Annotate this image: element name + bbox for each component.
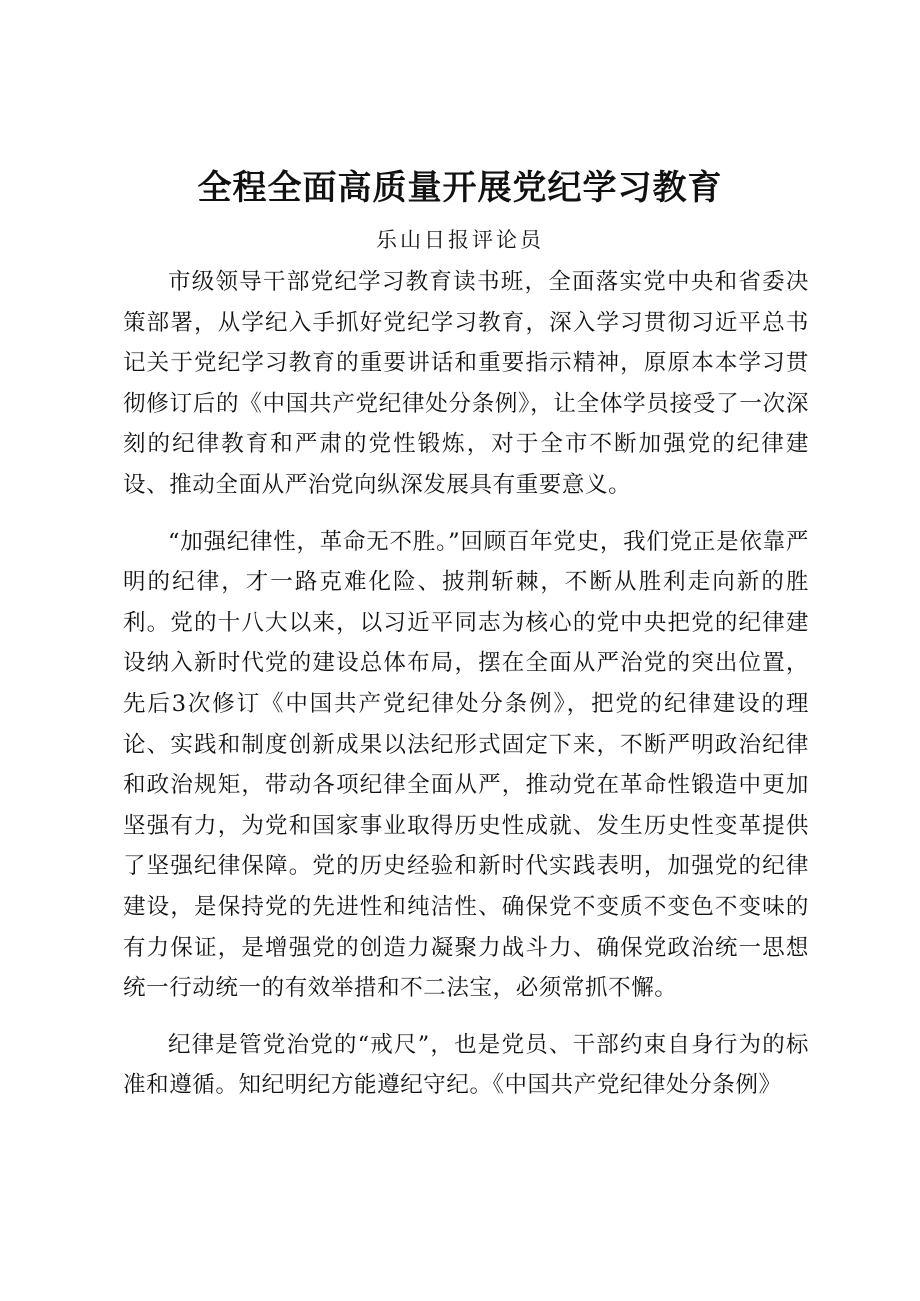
document-body [123,262,809,1122]
document-title: 全程全面高质量开展党纪学习教育 [197,168,723,208]
body-paragraph-3: 纪律是管党治党的“戒尺”，也是党员、干部约束自身行为的标准和遵循。知纪明纪方能遵纪守纪。《中国共产党纪律处分条例》 [123,1031,809,1099]
document-author: 乐山日报评论员 [376,228,544,252]
body-paragraph-1: 市级领导干部党纪学习教育读书班，全面落实党中央和省委决策部署，从学纪入手抓好党纪学习教育，深入学习贯彻习近平总书记关于党纪学习教育的重要讲话和重要指示精神，原原本本学习贯彻修订后的《中国共产党纪律处分条例》，让全体学员接受了一次深刻的纪律教育和严肃的党性锻炼，对于全市不断加强党的纪律建设、推动全面从严治党向纵深发展具有重要意义。 [123,269,809,498]
body-paragraph-2: “加强纪律性，革命无不胜。”回顾百年党史，我们党正是依靠严明的纪律，才一路克难化险、披荆斩棘，不断从胜利走向新的胜利。党的十八大以来，以习近平同志为核心的党中央把党的纪律建设纳入新时代党的建设总体布局，摆在全面从严治党的突出位置，先后3次修订《中国共产党纪律处分条例》，把党的纪律建设的理论、实践和制度创新成果以法纪形式固定下来，不断严明政治纪律和政治规矩，带动各项纪律全面从严，推动党在革命性锻造中更加坚强有力，为党和国家事业取得历史性成就、发生历史性变革提供了坚强纪律保障。党的历史经验和新时代实践表明，加强党的纪律建设，是保持党的先进性和纯洁性、确保党不变质不变色不变味的有力保证，是增强党的创造力凝聚力战斗力、确保党政治统一思想统一行动统一的有效举措和不二法宝，必须常抓不懈。 [123,528,809,1002]
